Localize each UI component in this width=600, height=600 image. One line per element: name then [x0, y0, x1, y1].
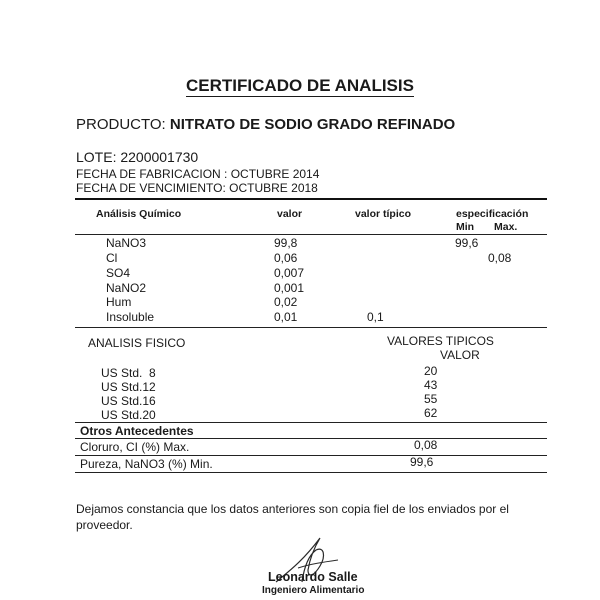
- quimico-min: 99,6: [455, 236, 479, 250]
- header-valor: valor: [277, 208, 303, 220]
- quimico-name: Cl: [106, 251, 118, 265]
- fisico-valor: 43: [424, 378, 438, 392]
- otros-heading: Otros Antecedentes: [80, 424, 194, 438]
- quimico-name: NaNO2: [106, 281, 147, 295]
- quimico-valor: 0,007: [274, 266, 305, 280]
- quimico-bottom-rule: [75, 327, 547, 328]
- fecha-fabricacion: FECHA DE FABRICACION : OCTUBRE 2014: [76, 167, 320, 181]
- quimico-max: 0,08: [488, 251, 512, 265]
- fisico-name: US Std.16: [101, 394, 156, 408]
- fisico-valores-tipicos: VALORES TIPICOS: [387, 334, 494, 348]
- fisico-valor-header: VALOR: [440, 348, 480, 362]
- header-valor-tipico: valor típico: [355, 208, 412, 220]
- table-top-rule: [75, 198, 547, 200]
- otros-bottom-rule: [75, 472, 547, 473]
- quimico-name: SO4: [106, 266, 131, 280]
- quimico-name: NaNO3: [106, 236, 147, 250]
- fisico-name: US Std.12: [101, 380, 156, 394]
- producto-label: PRODUCTO:: [76, 116, 166, 133]
- otros-valor: 99,6: [410, 455, 434, 469]
- fisico-name: US Std. 8: [101, 366, 156, 380]
- header-max: Max.: [494, 221, 518, 233]
- fisico-name: US Std.20: [101, 408, 156, 422]
- fisico-valor: 62: [424, 406, 438, 420]
- signature-name: Leonardo Salle: [268, 570, 358, 584]
- header-especificacion: especificación: [456, 208, 529, 220]
- quimico-valor: 0,001: [274, 281, 305, 295]
- producto-line: [76, 116, 455, 133]
- document-title: [0, 76, 600, 96]
- fisico-valor: 20: [424, 364, 438, 378]
- quimico-valor: 0,06: [274, 251, 298, 265]
- producto-value: NITRATO DE SODIO GRADO REFINADO: [169, 116, 456, 133]
- fisico-heading: ANALISIS FISICO: [88, 336, 186, 350]
- fisico-valor: 55: [424, 392, 438, 406]
- signature-title: Ingeniero Alimentario: [262, 585, 365, 596]
- quimico-tipico: 0,1: [367, 310, 384, 324]
- quimico-valor: 99,8: [274, 236, 298, 250]
- constancia-text: Dejamos constancia que los datos anteriores son copia fiel de los enviados por el proveedor.: [76, 502, 509, 532]
- quimico-name: Insoluble: [106, 310, 155, 324]
- fecha-vencimiento: FECHA DE VENCIMIENTO: OCTUBRE 2018: [76, 181, 318, 195]
- header-analisis-quimico: Análisis Químico: [96, 208, 182, 220]
- otros-row-rule: [75, 455, 547, 456]
- quimico-valor: 0,01: [274, 310, 298, 324]
- otros-name: Cloruro, CI (%) Max.: [80, 440, 190, 454]
- lote-number: LOTE: 2200001730: [76, 149, 199, 165]
- quimico-name: Hum: [106, 295, 132, 309]
- otros-valor: 0,08: [414, 438, 438, 452]
- fisico-bottom-rule: [75, 422, 547, 423]
- header-min: Min: [456, 221, 475, 233]
- otros-heading-rule: [75, 438, 547, 439]
- header-bottom-rule: [75, 234, 547, 235]
- document-title-text: CERTIFICADO DE ANALISIS: [186, 76, 414, 95]
- quimico-valor: 0,02: [274, 295, 298, 309]
- otros-name: Pureza, NaNO3 (%) Min.: [80, 457, 213, 471]
